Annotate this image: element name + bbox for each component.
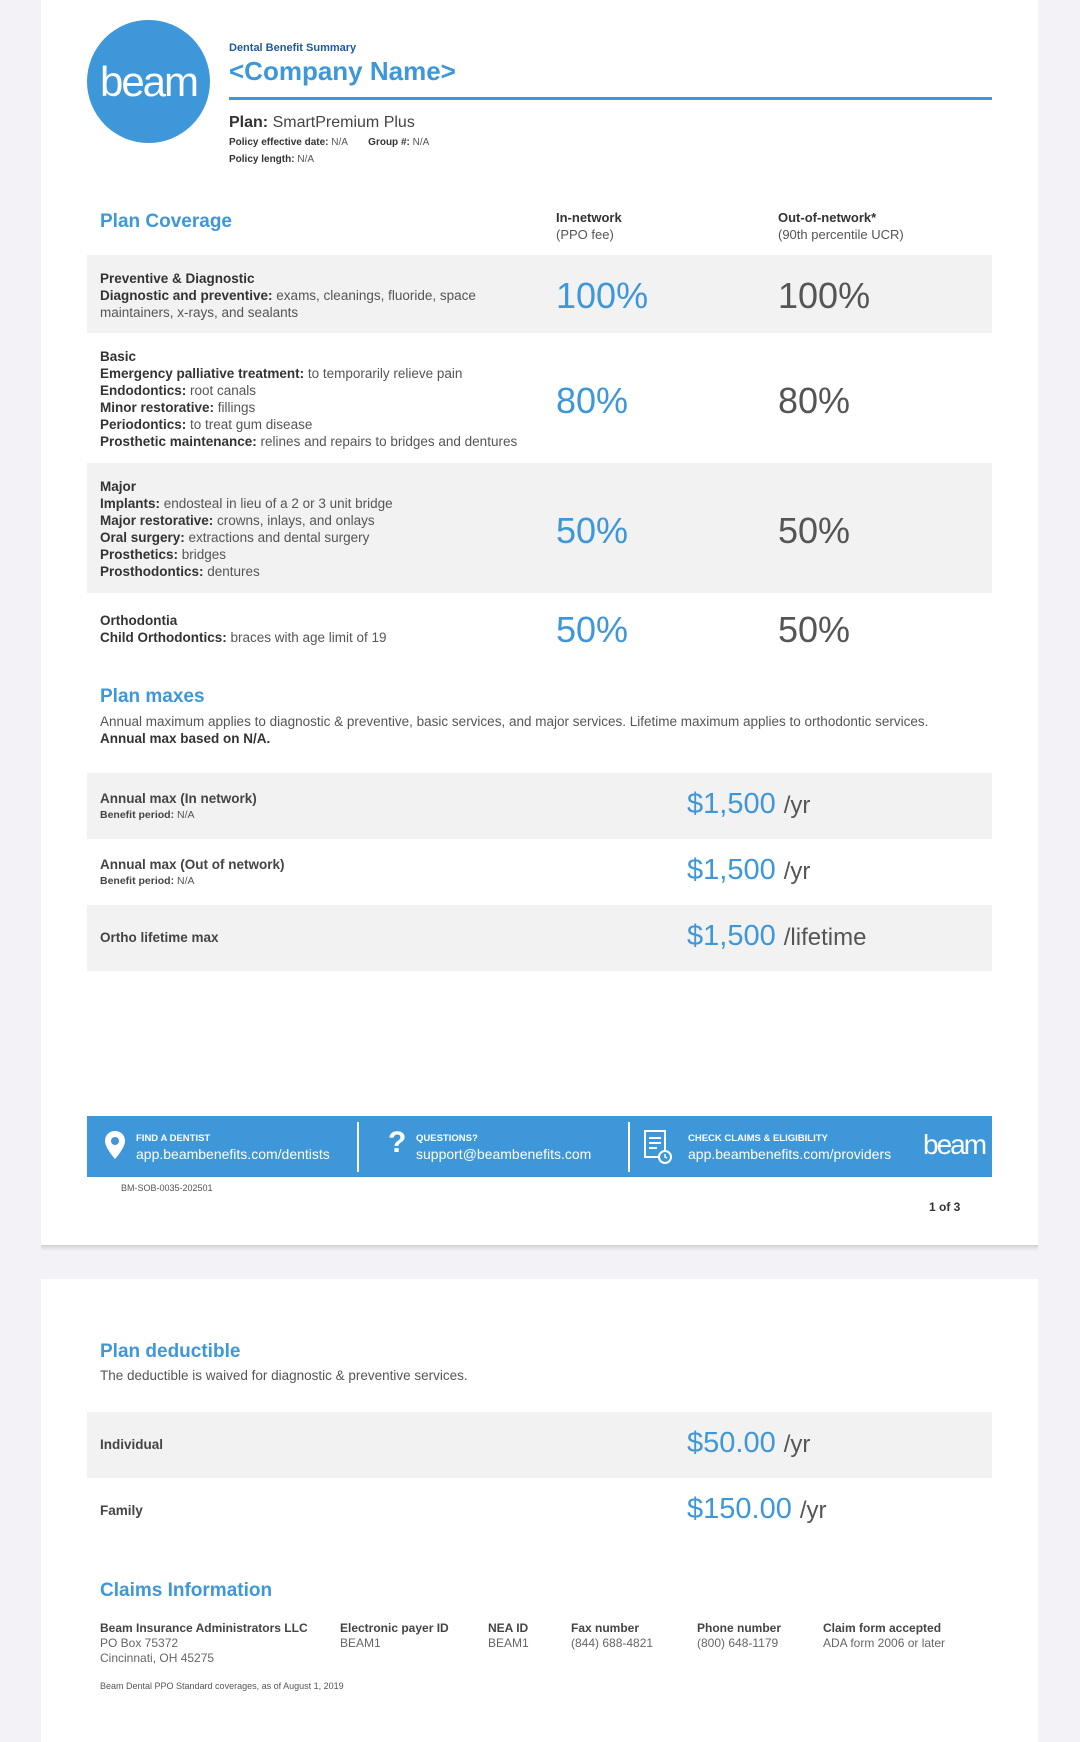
max-row-in-network bbox=[87, 773, 992, 839]
in-network-pct: 50% bbox=[556, 510, 629, 551]
out-network-sub: (90th percentile UCR) bbox=[778, 227, 904, 242]
claims-nea-id bbox=[488, 1621, 529, 1651]
coverage-line-text: to treat gum disease bbox=[186, 417, 313, 432]
coverage-line-bold: Implants: bbox=[100, 496, 161, 511]
claims-admin bbox=[100, 1621, 308, 1666]
coverage-line-bold: Prosthetics: bbox=[100, 547, 179, 562]
maxes-note bbox=[100, 713, 928, 747]
plan-label: Plan: bbox=[229, 114, 269, 131]
benefit-period-value: N/A bbox=[177, 875, 195, 887]
find-dentist-label: FIND A DENTIST bbox=[136, 1133, 211, 1144]
benefit-period-label: Benefit period: bbox=[100, 809, 175, 821]
deductible-label: Family bbox=[100, 1503, 143, 1518]
length-label: Policy length: bbox=[229, 154, 295, 165]
deductible-row-individual bbox=[87, 1412, 992, 1478]
claim-form-value: ADA form 2006 or later bbox=[823, 1636, 946, 1650]
coverage-line-bold: Minor restorative: bbox=[100, 400, 215, 415]
claims-form bbox=[823, 1621, 945, 1651]
nea-id-value: BEAM1 bbox=[488, 1636, 529, 1650]
company-name: <Company Name> bbox=[229, 56, 456, 86]
coverage-line-bold: Emergency palliative treatment: bbox=[100, 366, 305, 381]
maxes-note-text: Annual maximum applies to diagnostic & preventive, basic services, and major services. Lifetime maximum applies to orthodontic services. bbox=[100, 714, 929, 729]
coverage-row-preventive bbox=[87, 255, 992, 333]
claims-admin-head: Beam Insurance Administrators LLC bbox=[100, 1621, 308, 1635]
coverage-line-bold: Child Orthodontics: bbox=[100, 630, 227, 645]
fax-head: Fax number bbox=[571, 1621, 640, 1635]
out-network-header bbox=[778, 209, 904, 243]
nea-id-head: NEA ID bbox=[488, 1621, 529, 1635]
out-network-pct: 50% bbox=[778, 510, 851, 551]
coverage-line-bold: Periodontics: bbox=[100, 417, 187, 432]
policy-meta-2 bbox=[229, 154, 314, 165]
maxes-note-bold: Annual max based on N/A. bbox=[100, 731, 271, 746]
amount-period: /yr bbox=[783, 1431, 811, 1458]
in-network-pct: 100% bbox=[556, 275, 649, 316]
payer-id-head: Electronic payer ID bbox=[340, 1621, 449, 1635]
amount-period: /yr bbox=[783, 858, 811, 885]
benefit-period bbox=[100, 875, 195, 887]
coverage-line-bold: Prosthetic maintenance: bbox=[100, 434, 257, 449]
policy-meta-1 bbox=[229, 137, 429, 148]
coverage-line-text: endosteal in lieu of a 2 or 3 unit bridge bbox=[160, 496, 393, 511]
check-claims-link[interactable]: app.beambenefits.com/providers bbox=[688, 1146, 892, 1162]
max-label: Annual max (In network) bbox=[100, 791, 257, 806]
coverage-category: Basic bbox=[100, 349, 137, 364]
max-row-out-network bbox=[87, 839, 992, 905]
plan-line bbox=[229, 114, 415, 132]
amount-period: /lifetime bbox=[783, 924, 867, 951]
in-network-sub: (PPO fee) bbox=[556, 227, 614, 242]
coverage-line-text: bridges bbox=[178, 547, 227, 562]
claims-admin-line: Cincinnati, OH 45275 bbox=[100, 1651, 215, 1665]
coverage-line-bold: Diagnostic and preventive: bbox=[100, 288, 273, 303]
footer-bar bbox=[87, 1116, 992, 1177]
max-amount bbox=[687, 788, 810, 821]
phone-head: Phone number bbox=[697, 1621, 782, 1635]
amount-value: $150.00 bbox=[687, 1493, 792, 1525]
max-label: Ortho lifetime max bbox=[100, 930, 219, 945]
effective-value: N/A bbox=[331, 137, 348, 148]
coverage-line-bold: Prosthodontics: bbox=[100, 564, 204, 579]
document-code: BM-SOB-0035-202501 bbox=[121, 1183, 213, 1193]
location-pin-icon bbox=[104, 1130, 126, 1160]
coverage-line-text: extractions and dental surgery bbox=[184, 530, 370, 545]
claims-phone bbox=[697, 1621, 781, 1651]
maxes-title: Plan maxes bbox=[100, 686, 205, 707]
group-label: Group #: bbox=[368, 137, 410, 148]
coverage-category: Preventive & Diagnostic bbox=[100, 271, 255, 286]
max-row-ortho-lifetime bbox=[87, 905, 992, 971]
benefit-period-value: N/A bbox=[177, 809, 195, 821]
in-network-pct: 50% bbox=[556, 609, 629, 650]
claims-payer-id bbox=[340, 1621, 449, 1651]
out-network-pct: 50% bbox=[778, 609, 851, 650]
claims-admin-line: PO Box 75372 bbox=[100, 1636, 179, 1650]
check-claims-label: CHECK CLAIMS & ELIGIBILITY bbox=[688, 1133, 828, 1144]
coverage-line-text: relines and repairs to bridges and dentures bbox=[256, 434, 518, 449]
claim-form-head: Claim form accepted bbox=[823, 1621, 942, 1635]
out-network-head: Out-of-network* bbox=[778, 210, 877, 225]
coverage-line-text: fillings bbox=[214, 400, 256, 415]
page-number: 1 of 3 bbox=[929, 1200, 961, 1214]
amount-value: $1,500 bbox=[687, 854, 776, 886]
plan-name: SmartPremium Plus bbox=[272, 114, 415, 131]
header-rule bbox=[229, 97, 992, 100]
claims-fax bbox=[571, 1621, 653, 1651]
amount-value: $1,500 bbox=[687, 788, 776, 820]
max-label: Annual max (Out of network) bbox=[100, 857, 285, 872]
coverage-line-text: root canals bbox=[186, 383, 257, 398]
coverage-line-bold: Major restorative: bbox=[100, 513, 214, 528]
fax-value: (844) 688-4821 bbox=[571, 1636, 654, 1650]
coverage-desc bbox=[100, 270, 476, 321]
deductible-amount bbox=[687, 1427, 810, 1460]
find-dentist-cell[interactable] bbox=[87, 1116, 357, 1177]
out-network-pct: 100% bbox=[778, 275, 871, 316]
amount-value: $1,500 bbox=[687, 920, 776, 952]
coverage-row-major bbox=[87, 463, 992, 593]
benefit-period-label: Benefit period: bbox=[100, 875, 175, 887]
coverage-line-text: to temporarily relieve pain bbox=[304, 366, 463, 381]
deductible-label: Individual bbox=[100, 1437, 164, 1452]
coverage-line-text: dentures bbox=[203, 564, 260, 579]
coverage-category: Major bbox=[100, 479, 137, 494]
in-network-head: In-network bbox=[556, 210, 622, 225]
questions-label: QUESTIONS? bbox=[416, 1133, 478, 1144]
claims-title: Claims Information bbox=[100, 1580, 273, 1601]
find-dentist-link[interactable]: app.beambenefits.com/dentists bbox=[136, 1146, 330, 1162]
logo-text: beam bbox=[99, 57, 198, 105]
coverage-line-text: braces with age limit of 19 bbox=[226, 630, 387, 645]
coverage-fineprint: Beam Dental PPO Standard coverages, as of August 1, 2019 bbox=[100, 1681, 344, 1691]
coverage-line-text: exams, cleanings, fluoride, space bbox=[272, 288, 476, 303]
questions-cell[interactable] bbox=[359, 1116, 629, 1177]
question-mark-icon: ? bbox=[388, 1126, 407, 1159]
deductible-title: Plan deductible bbox=[100, 1341, 241, 1362]
phone-value: (800) 648-1179 bbox=[697, 1636, 779, 1650]
payer-id-value: BEAM1 bbox=[340, 1636, 381, 1650]
claims-document-icon bbox=[643, 1129, 673, 1165]
coverage-desc bbox=[100, 612, 387, 646]
coverage-row-basic bbox=[87, 333, 992, 463]
deductible-note: The deductible is waived for diagnostic & preventive services. bbox=[100, 1368, 468, 1383]
coverage-line-text: crowns, inlays, and onlays bbox=[213, 513, 375, 528]
coverage-row-orthodontia bbox=[87, 593, 992, 671]
in-network-pct: 80% bbox=[556, 380, 629, 421]
amount-value: $50.00 bbox=[687, 1427, 776, 1459]
footer-beam-logo: beam bbox=[923, 1129, 986, 1160]
max-amount bbox=[687, 920, 866, 953]
check-claims-cell[interactable] bbox=[630, 1116, 920, 1177]
amount-period: /yr bbox=[783, 792, 811, 819]
max-amount bbox=[687, 854, 810, 887]
deductible-row-family bbox=[87, 1478, 992, 1544]
beam-logo bbox=[87, 20, 210, 143]
length-value: N/A bbox=[297, 154, 315, 165]
page-divider bbox=[41, 1245, 1038, 1251]
effective-label: Policy effective date: bbox=[229, 137, 329, 148]
coverage-line-bold: Endodontics: bbox=[100, 383, 187, 398]
deductible-amount bbox=[687, 1493, 827, 1526]
in-network-header bbox=[556, 209, 622, 243]
coverage-desc bbox=[100, 478, 393, 580]
coverage-line-text: maintainers, x-rays, and sealants bbox=[100, 305, 299, 320]
coverage-line-bold: Oral surgery: bbox=[100, 530, 185, 545]
amount-period: /yr bbox=[799, 1497, 827, 1524]
coverage-title: Plan Coverage bbox=[100, 211, 232, 232]
coverage-desc bbox=[100, 348, 517, 450]
out-network-pct: 80% bbox=[778, 380, 851, 421]
questions-link[interactable]: support@beambenefits.com bbox=[416, 1146, 592, 1162]
document-kicker: Dental Benefit Summary bbox=[229, 42, 357, 54]
coverage-category: Orthodontia bbox=[100, 613, 178, 628]
benefit-period bbox=[100, 809, 195, 821]
group-value: N/A bbox=[412, 137, 430, 148]
